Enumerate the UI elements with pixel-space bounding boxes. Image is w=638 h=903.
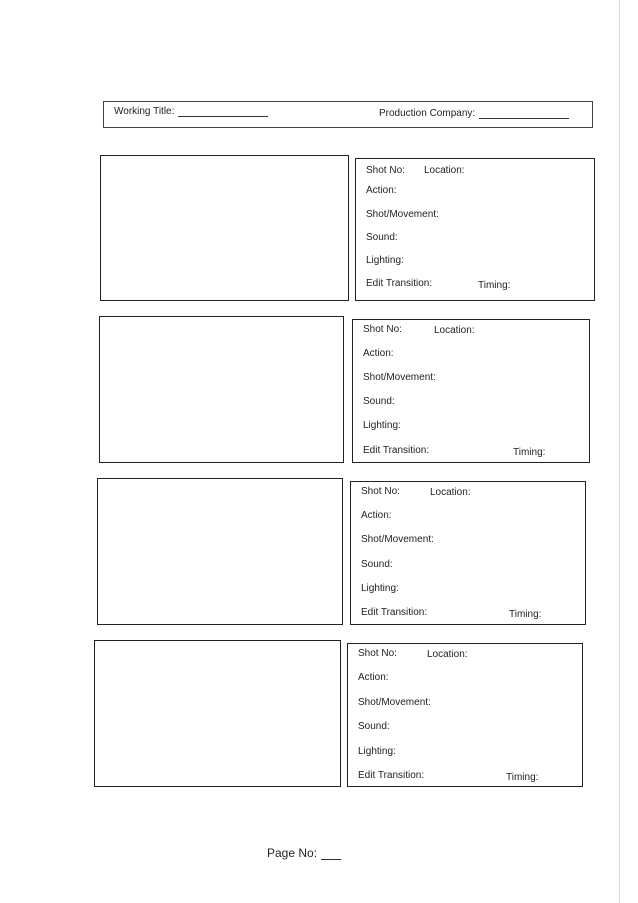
sound-label: Sound:: [366, 232, 398, 243]
location-label: Location:: [424, 165, 465, 176]
edit-transition-label: Edit Transition:: [363, 445, 430, 456]
lighting-label: Lighting:: [363, 420, 401, 431]
location-label: Location:: [434, 325, 475, 336]
lighting-label: Lighting:: [366, 255, 404, 266]
timing-label: Timing:: [509, 609, 542, 620]
action-label: Action:: [366, 185, 397, 196]
shot-info-box-2: [352, 319, 590, 463]
working-title-label: Working Title:: [114, 106, 175, 117]
location-label: Location:: [427, 649, 468, 660]
page-edge-line: [619, 0, 620, 903]
sketch-frame-3[interactable]: [97, 478, 343, 625]
sketch-frame-1[interactable]: [100, 155, 349, 301]
page-no-blank[interactable]: [321, 848, 341, 860]
action-label: Action:: [361, 510, 392, 521]
page-no-label: Page No:: [267, 846, 318, 860]
page-number-field: [267, 846, 341, 860]
action-label: Action:: [363, 348, 394, 359]
timing-label: Timing:: [513, 447, 546, 458]
edit-transition-label: Edit Transition:: [361, 607, 428, 618]
working-title-field: [114, 106, 268, 117]
shot-info-box-1: [355, 158, 595, 301]
shot-movement-label: Shot/Movement:: [363, 372, 436, 383]
lighting-label: Lighting:: [361, 583, 399, 594]
edit-transition-label: Edit Transition:: [358, 770, 425, 781]
production-company-label: Production Company:: [379, 108, 476, 119]
action-label: Action:: [358, 672, 389, 683]
location-label: Location:: [430, 487, 471, 498]
sketch-frame-2[interactable]: [99, 316, 344, 463]
timing-label: Timing:: [478, 280, 511, 291]
shot-info-box-4: [347, 643, 583, 787]
shot-no-label: Shot No:: [366, 165, 405, 176]
edit-transition-label: Edit Transition:: [366, 278, 433, 289]
production-company-blank[interactable]: [479, 110, 569, 119]
sound-label: Sound:: [363, 396, 395, 407]
production-company-field: [379, 108, 569, 119]
shot-info-box-3: [350, 481, 586, 625]
shot-no-label: Shot No:: [363, 324, 402, 335]
timing-label: Timing:: [506, 772, 539, 783]
shot-no-label: Shot No:: [361, 486, 400, 497]
sound-label: Sound:: [361, 559, 393, 570]
header-box: [103, 101, 593, 128]
shot-movement-label: Shot/Movement:: [366, 209, 439, 220]
shot-movement-label: Shot/Movement:: [361, 534, 434, 545]
sketch-frame-4[interactable]: [94, 640, 341, 787]
sound-label: Sound:: [358, 721, 390, 732]
lighting-label: Lighting:: [358, 746, 396, 757]
shot-no-label: Shot No:: [358, 648, 397, 659]
working-title-blank[interactable]: [178, 108, 268, 117]
shot-movement-label: Shot/Movement:: [358, 697, 431, 708]
